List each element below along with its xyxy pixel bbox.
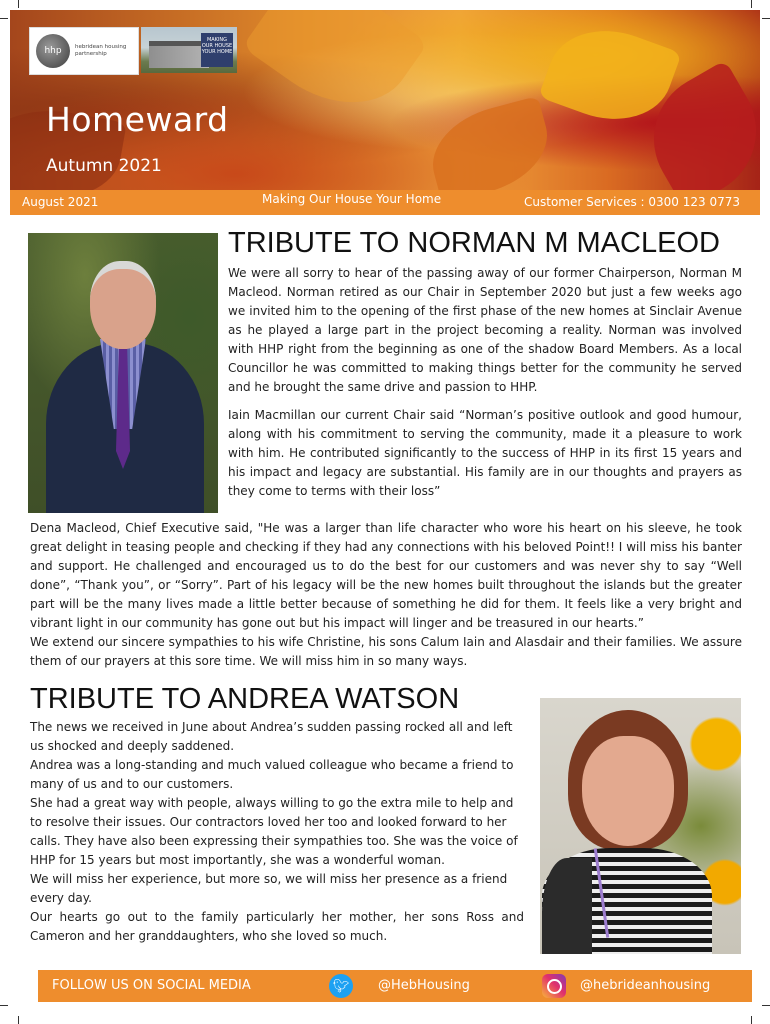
twitter-handle-link[interactable]: @HebHousing bbox=[378, 978, 470, 993]
newsletter-header bbox=[10, 10, 760, 215]
article-heading-norman: TRIBUTE TO NORMAN M MACLEOD bbox=[228, 227, 720, 259]
crop-mark-top-left bbox=[18, 0, 19, 8]
thumbnail-sign: MAKING OUR HOUSE YOUR HOME bbox=[201, 33, 233, 67]
twitter-icon[interactable]: 🐦︎ bbox=[329, 974, 353, 998]
issue-subtitle: Autumn 2021 bbox=[46, 156, 162, 176]
paragraph: Andrea was a long-standing and much valued colleague who became a friend to many of us and to our customers. bbox=[30, 758, 514, 791]
article-body-norman-continued bbox=[30, 519, 742, 671]
crop-mark-right-bottom bbox=[762, 1005, 770, 1006]
social-media-footer bbox=[38, 970, 752, 1002]
crop-mark-right-top bbox=[762, 18, 770, 19]
norman-macleod-photo bbox=[28, 233, 218, 513]
homes-thumbnail bbox=[141, 27, 237, 73]
issue-date: August 2021 bbox=[22, 195, 99, 209]
crop-mark-left-bottom bbox=[0, 1005, 8, 1006]
leaf-decoration bbox=[242, 10, 428, 133]
house-image bbox=[149, 41, 209, 68]
andrea-watson-photo bbox=[540, 698, 741, 954]
leaf-decoration bbox=[422, 96, 559, 204]
photo-figure bbox=[90, 261, 156, 349]
photo-figure bbox=[582, 736, 674, 846]
crop-mark-bottom-left bbox=[18, 1016, 19, 1024]
article-body-norman bbox=[228, 264, 742, 501]
info-strip bbox=[10, 190, 760, 215]
paragraph: We extend our sincere sympathies to his wife Christine, his sons Calum Iain and Alasdair and their families. We assure them of our prayers at this sore time. We will miss him in so many ways. bbox=[30, 635, 742, 668]
paragraph: The news we received in June about Andrea’s sudden passing rocked all and left us shocked and deeply saddened. bbox=[30, 720, 513, 753]
article-heading-andrea: TRIBUTE TO ANDREA WATSON bbox=[30, 683, 460, 715]
paragraph: We were all sorry to hear of the passing away of our former Chairperson, Norman M Macleod. Norman retired as our Chair in September 2020 but just a few weeks ago we invited him to the opening of the first phase of the new homes at Sinclair Avenue as he played a large part in the project becoming a reality. Norman was involved with HHP right from the beginning as one of the shadow Board Members. As a local Councillor he was committed to making things better for the community he served and he brought the same drive and passion to HHP. bbox=[228, 266, 742, 394]
paragraph: Iain Macmillan our current Chair said “Norman’s positive outlook and good humour, along with his commitment to serving the community, made it a pleasure to work with him. He contributed significantly to the success of HHP in its first 15 years and his impact and legacy are substantial. His family are in our thoughts and prayers as they come to terms with their loss” bbox=[228, 408, 742, 498]
instagram-handle-link[interactable]: @hebrideanhousing bbox=[580, 978, 711, 993]
paragraph: She had a great way with people, always willing to go the extra mile to help and to resolve their issues. Our contractors loved her too and looked forward to her calls. They have also been expressing their sympathies too. She was the voice of HHP for 15 years but most importantly, she was a wonderful woman. bbox=[30, 796, 518, 867]
paragraph: We will miss her experience, but more so, we will miss her presence as a friend every day. bbox=[30, 872, 508, 905]
tagline: Making Our House Your Home bbox=[262, 192, 442, 206]
paragraph: Our hearts go out to the family particularly her mother, her sons Ross and Cameron and her granddaughters, who she loved so much. bbox=[30, 910, 524, 943]
follow-us-label: FOLLOW US ON SOCIAL MEDIA bbox=[52, 978, 251, 993]
paragraph: Dena Macleod, Chief Executive said, "He was a larger than life character who wore his heart on his sleeve, he took great delight in teasing people and checking if they had any connections with his beloved Point!! I will miss his banter and support. He challenged and encouraged us to do the best for our customers and was never shy to say “Well done”, “Thank you”, or “Sorry”. Part of his legacy will be the new homes built throughout the islands but the greater part will be the many lives made a little better because of something he did for them. It feels like a very bright and vibrant light in our community has gone out but his impact will linger and be treasured in our hearts.” bbox=[30, 521, 742, 630]
crop-mark-bottom-right bbox=[751, 1016, 752, 1024]
hhp-logo-text: hebridean housing partnership bbox=[75, 44, 127, 57]
hhp-logo-mark: hhp bbox=[36, 34, 70, 68]
customer-services: Customer Services : 0300 123 0773 bbox=[524, 195, 740, 209]
instagram-icon[interactable] bbox=[542, 974, 566, 998]
crop-mark-left-top bbox=[0, 18, 8, 19]
newsletter-title: Homeward bbox=[46, 100, 229, 139]
crop-mark-top-right bbox=[751, 0, 752, 8]
article-body-andrea bbox=[30, 718, 524, 946]
hhp-logo bbox=[29, 27, 139, 75]
photo-figure bbox=[542, 858, 592, 954]
